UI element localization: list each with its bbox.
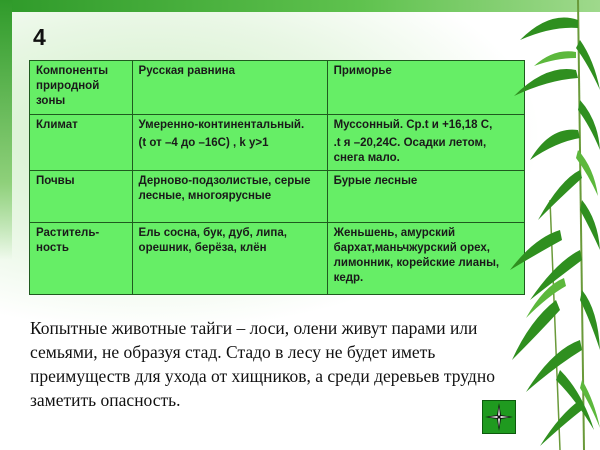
left-green-band: [0, 0, 12, 260]
table-header-row: [30, 61, 525, 115]
compass-star-icon-glyph: [483, 401, 515, 433]
climate-russian-cell: [132, 115, 327, 171]
vegetation-primorye-cell: Женьшень, амурский бархат,маньчжурский орех, лимонник, корейские лианы, кедр.: [327, 223, 524, 295]
soils-primorye-cell: Бурые лесные: [327, 171, 524, 223]
climate-russian-line: Умеренно-континентальный.: [138, 119, 305, 131]
table-row: [30, 223, 525, 295]
comparison-table: [29, 60, 525, 295]
row-label-climate: Климат: [30, 115, 133, 171]
climate-primorye-line: .t я –20,24С. Осадки летом, снега мало.: [333, 137, 487, 164]
vegetation-russian-cell: Ель сосна, бук, дуб, липа, орешник, берёза, клён: [132, 223, 327, 295]
body-paragraph: Копытные животные тайги – лоси, олени живут парами или семьями, не образуя стад. Стадо в лесу не будет иметь преимуществ для ухода от хищников, а среди деревьев трудно заметить опасность.: [30, 318, 495, 410]
bamboo-leaves-decoration: [490, 0, 600, 450]
compass-star-icon[interactable]: [482, 400, 516, 434]
climate-primorye-line: Муссонный. Ср.t и +16,18 С,: [333, 119, 493, 131]
header-cell-russian-plain: Русская равнина: [132, 61, 327, 115]
climate-russian-line: (t от –4 до –16С) , k у>1: [138, 137, 269, 149]
soils-russian-cell: Дерново-подзолистые, серые лесные, многоярусные: [132, 171, 327, 223]
table-row: [30, 171, 525, 223]
row-label-vegetation: Раститель-ность: [30, 223, 133, 295]
header-cell-components: Компоненты природной зоны: [30, 61, 133, 115]
table-row: [30, 115, 525, 171]
header-cell-primorye: Приморье: [327, 61, 524, 115]
row-label-soils: Почвы: [30, 171, 133, 223]
slide-number: 4: [33, 24, 46, 50]
